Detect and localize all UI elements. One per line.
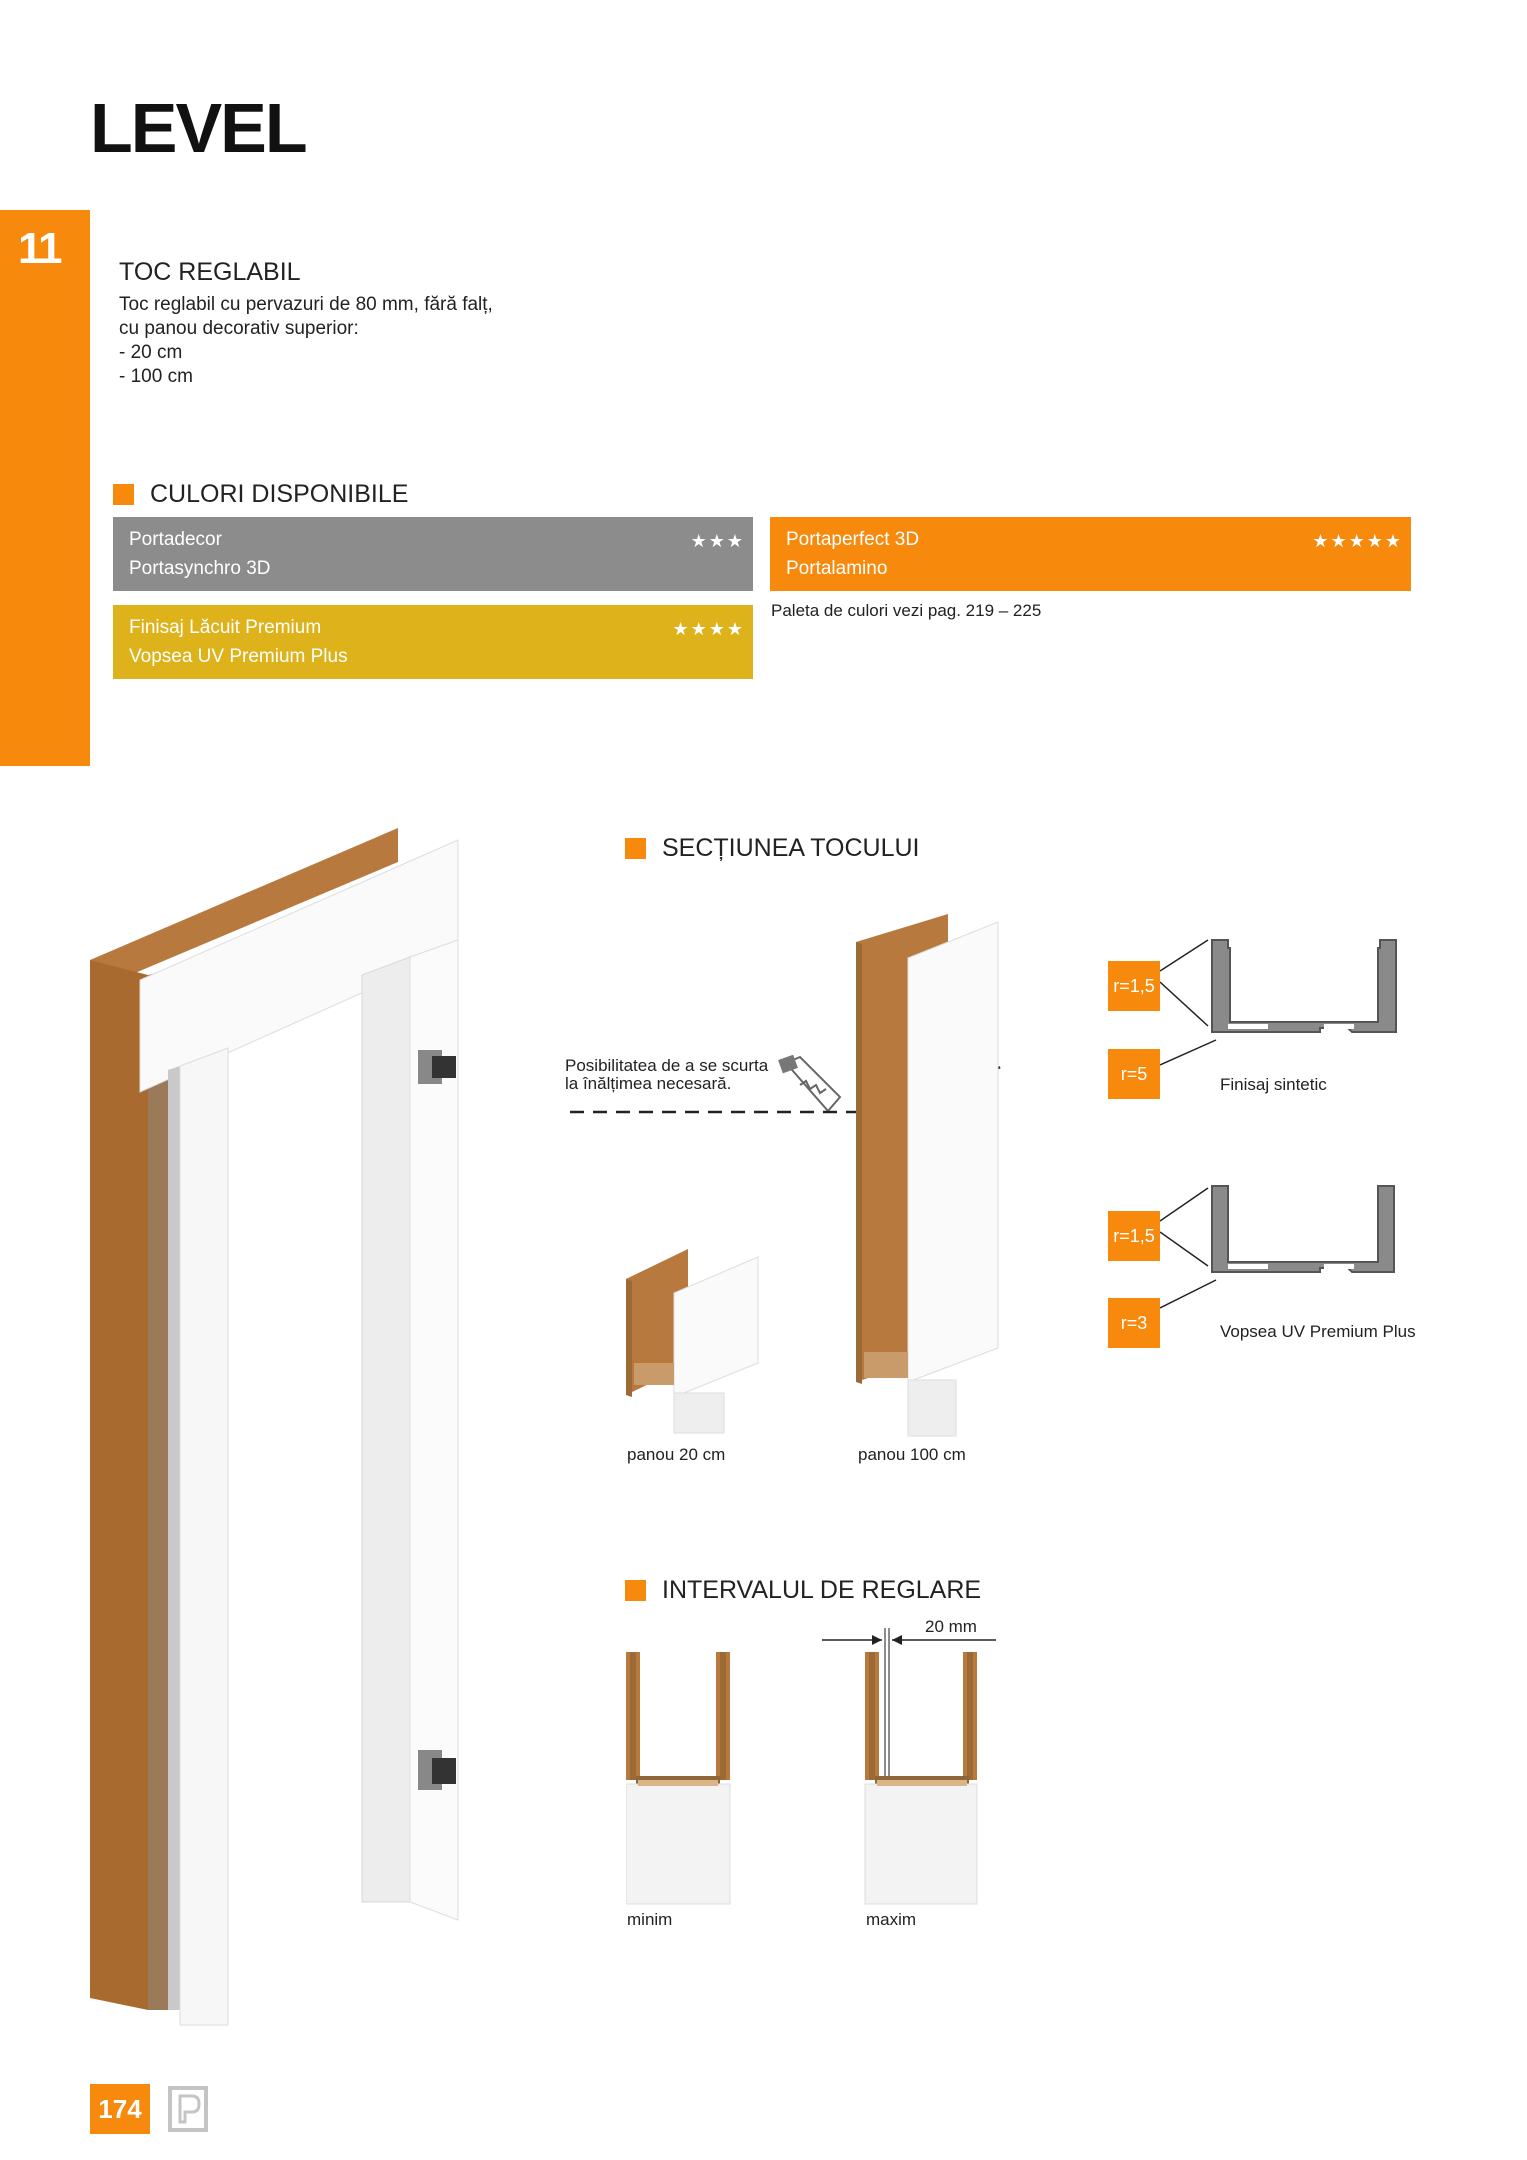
section-heading — [625, 834, 919, 863]
dimension-label: 20 mm — [925, 1617, 977, 1636]
adjust-max-illustration — [863, 1628, 993, 1906]
toc-description — [119, 293, 539, 389]
color-box-line1: Portadecor — [129, 529, 222, 550]
colors-heading — [113, 480, 408, 509]
chapter-number: 11 — [18, 224, 61, 273]
radius-tag: r=5 — [1108, 1049, 1160, 1099]
color-box-portaperfect — [770, 517, 1411, 591]
panel-100-illustration — [852, 912, 1002, 1442]
color-box-portadecor — [113, 517, 753, 591]
bullet-square-icon — [625, 838, 646, 859]
radius-tag: r=3 — [1108, 1298, 1160, 1348]
panel-100-label: panou 100 cm — [858, 1445, 966, 1464]
rating-stars-icon: ★★★★ — [672, 619, 745, 639]
brand-logo-icon — [168, 2086, 208, 2132]
panel-20-illustration — [622, 1245, 762, 1435]
radius-tag: r=1,5 — [1108, 961, 1160, 1011]
bullet-square-icon — [625, 1580, 646, 1601]
toc-desc-line: - 100 cm — [119, 366, 193, 387]
rating-stars-icon: ★★★★★ — [1312, 531, 1403, 551]
profile-uv-diagram — [1160, 1180, 1410, 1330]
profile-label: Finisaj sintetic — [1220, 1075, 1327, 1094]
radius-tag: r=1,5 — [1108, 1211, 1160, 1261]
palette-note: Paleta de culori vezi pag. 219 – 225 — [771, 601, 1042, 620]
color-box-finisaj — [113, 605, 753, 679]
adjust-min-illustration — [626, 1650, 736, 1905]
color-box-line2: Portalamino — [786, 558, 888, 579]
bullet-square-icon — [113, 484, 134, 505]
toc-desc-line: Toc reglabil cu pervazuri de 80 mm, fără falț, — [119, 294, 493, 315]
max-label: maxim — [866, 1910, 917, 1929]
min-label: minim — [627, 1910, 673, 1929]
cut-note-line: Posibilitatea de a se scurta — [565, 1056, 769, 1075]
colors-heading-text: CULORI DISPONIBILE — [150, 480, 409, 508]
page-number: 174 — [90, 2084, 150, 2134]
color-box-line2: Portasynchro 3D — [129, 558, 271, 579]
color-box-line2: Vopsea UV Premium Plus — [129, 646, 348, 667]
panel-20-label: panou 20 cm — [627, 1445, 726, 1464]
adjust-heading — [625, 1576, 981, 1605]
door-frame-illustration — [80, 820, 470, 2030]
profile-label: Vopsea UV Premium Plus — [1220, 1322, 1416, 1341]
adjust-heading-text: INTERVALUL DE REGLARE — [662, 1576, 982, 1604]
cut-note-line: la înălțimea necesară. — [565, 1074, 732, 1093]
chapter-sidebar — [0, 210, 90, 766]
toc-title: TOC REGLABIL — [119, 258, 301, 286]
page-title: LEVEL — [90, 89, 306, 167]
toc-desc-line: cu panou decorativ superior: — [119, 318, 359, 339]
color-box-line1: Portaperfect 3D — [786, 529, 920, 550]
section-heading-text: SECȚIUNEA TOCULUI — [662, 834, 920, 862]
profile-sintetic-diagram — [1160, 930, 1410, 1080]
color-box-line1: Finisaj Lăcuit Premium — [129, 617, 322, 638]
rating-stars-icon: ★★★ — [690, 531, 745, 551]
toc-desc-line: - 20 cm — [119, 342, 183, 363]
